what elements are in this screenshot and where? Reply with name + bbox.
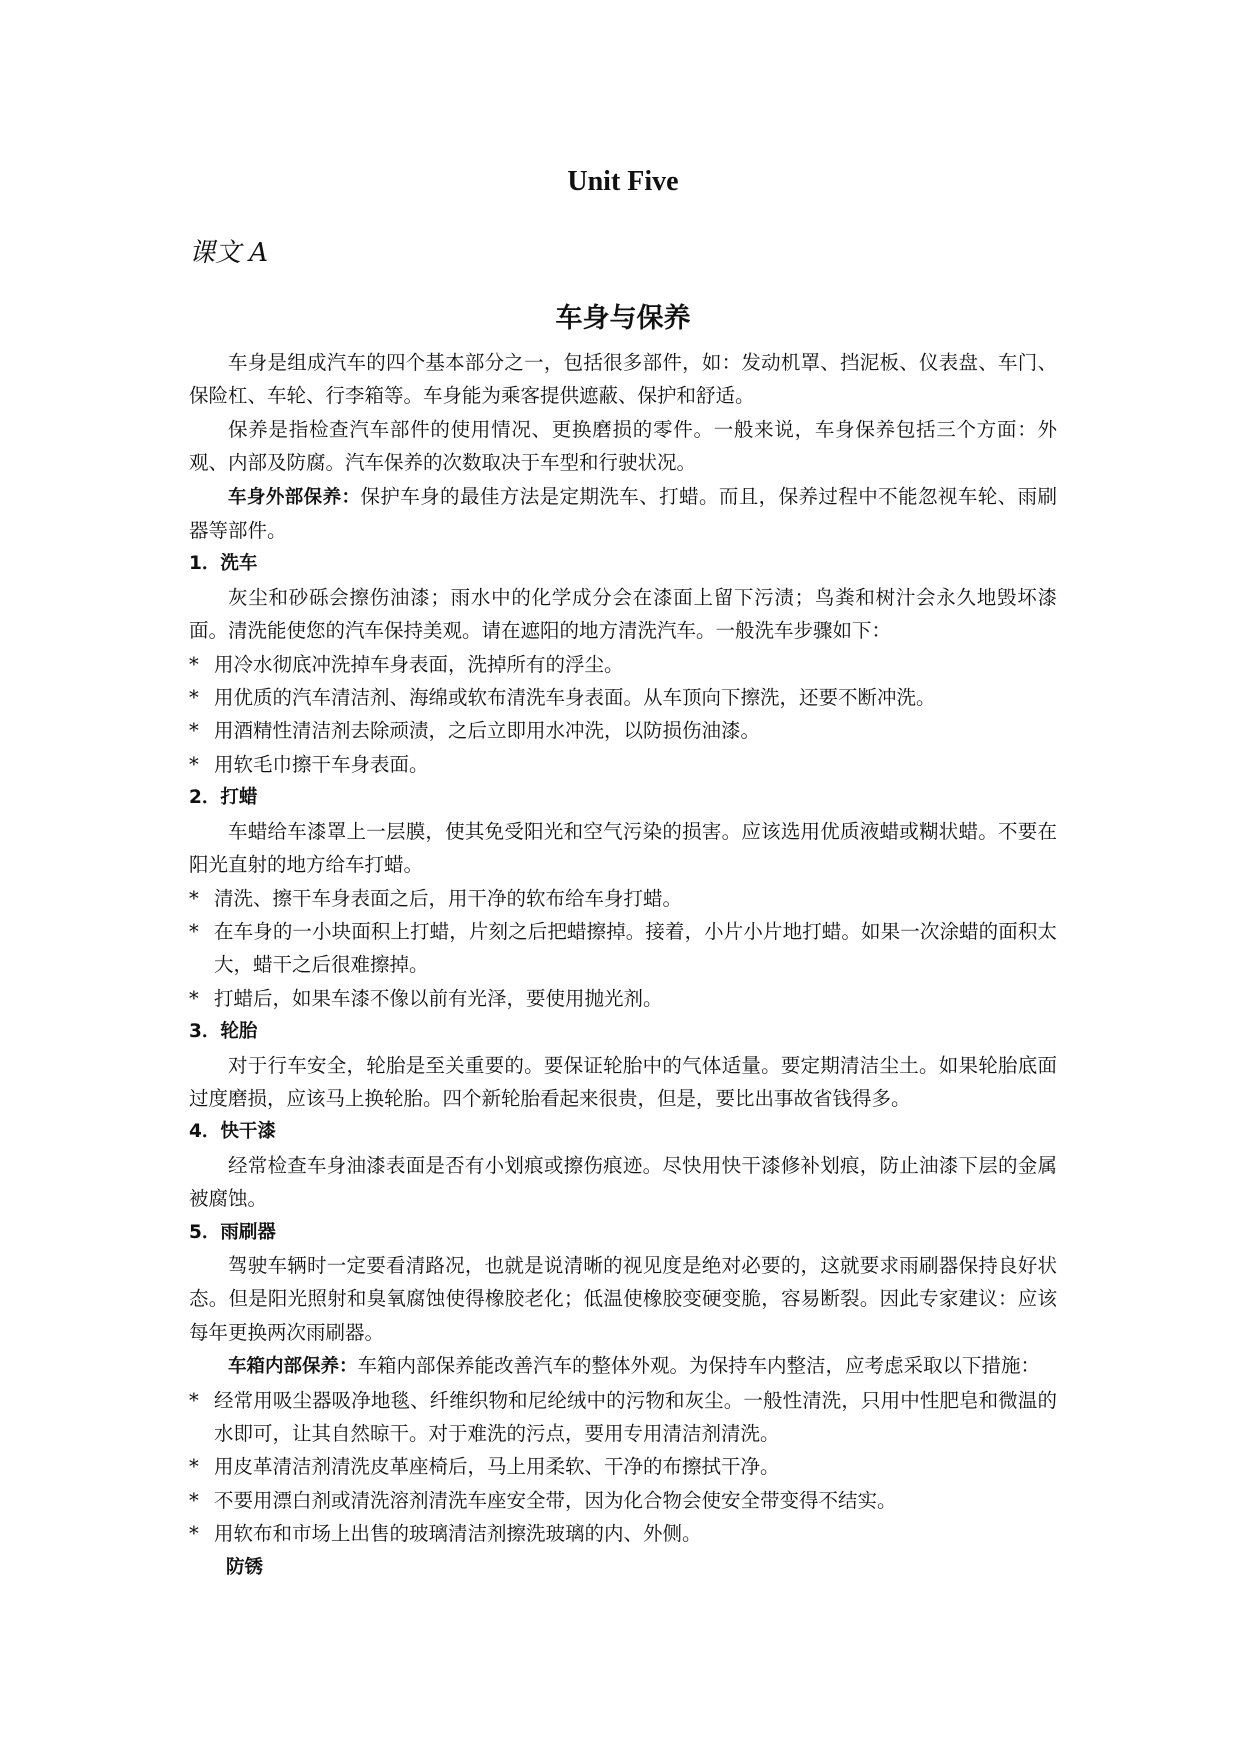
bullet-star: * <box>189 652 199 676</box>
intro-paragraph: 保养是指检查汽车部件的使用情况、更换磨损的零件。一般来说，车身保养包括三个方面：外观、内部及防腐。汽车保养的次数取决于车型和行驶状况。 <box>189 417 1057 475</box>
list-item: * 用冷水彻底冲洗掉车身表面，洗掉所有的浮尘。 <box>189 648 1057 681</box>
list-item: * 清洗、擦干车身表面之后，用干净的软布给车身打蜡。 <box>189 882 1057 915</box>
bullet-star: * <box>189 986 199 1010</box>
list-item: * 用软布和市场上出售的玻璃清洁剂擦洗玻璃的内、外侧。 <box>189 1517 1057 1550</box>
list-item: * 经常用吸尘器吸净地毯、纤维织物和尼纶绒中的污物和灰尘。一般性清洗，只用中性肥皂和微温的水即可，让其自然晾干。对于难洗的污点，要用专用清洁剂清洗。 <box>189 1384 1057 1451</box>
list-item: * 用软毛巾擦干车身表面。 <box>189 748 1057 781</box>
lesson-label: 课文 A <box>189 238 269 268</box>
section-text-wash: 灰尘和砂砾会擦伤油漆；雨水中的化学成分会在漆面上留下污渍；鸟粪和树汁会永久地毁坏漆面。清洗能使您的汽车保持美观。请在遮阳的地方清洗汽车。一般洗车步骤如下： <box>189 585 1057 643</box>
exterior-care-paragraph <box>189 480 1057 548</box>
interior-steps-list <box>189 1384 1057 1551</box>
list-item: * 用酒精性清洁剂去除顽渍，之后立即用水冲洗，以防损伤油漆。 <box>189 714 1057 747</box>
section-text-paint: 经常检查车身油漆表面是否有小划痕或擦伤痕迹。尽快用快干漆修补划痕，防止油漆下层的金属被腐蚀。 <box>189 1153 1057 1211</box>
wash-steps-list <box>189 648 1057 782</box>
rust-heading: 防锈 <box>226 1556 264 1578</box>
interior-care-paragraph <box>189 1349 1057 1383</box>
list-item: * 不要用漂白剂或清洗溶剂清洗车座安全带，因为化合物会使安全带变得不结实。 <box>189 1484 1057 1517</box>
section-text-tires: 对于行车安全，轮胎是至关重要的。要保证轮胎中的气体适量。要定期清洁尘土。如果轮胎底面过度磨损，应该马上换轮胎。四个新轮胎看起来很贵，但是，要比出事故省钱得多。 <box>189 1053 1057 1110</box>
bullet-star: * <box>189 686 199 710</box>
section-text-wipers: 驾驶车辆时一定要看清路况，也就是说清晰的视见度是绝对必要的，这就要求雨刷器保持良好状态。但是阳光照射和臭氧腐蚀使得橡胶老化；低温使橡胶变硬变脆，容易断裂。因此专家建议：应该每年更换两次雨刷器。 <box>189 1253 1057 1344</box>
list-item: * 打蜡后，如果车漆不像以前有光泽，要使用抛光剂。 <box>189 982 1057 1015</box>
bullet-star: * <box>189 1455 199 1479</box>
interior-care-label: 车箱内部保养： <box>228 1356 358 1378</box>
interior-care-text: 车箱内部保养能改善汽车的整体外观。为保持车内整洁，应考虑采取以下措施： <box>357 1354 1041 1378</box>
article-body <box>189 346 1057 1584</box>
bullet-star: * <box>189 719 199 743</box>
bullet-star: * <box>189 1488 199 1512</box>
section-heading-tires: 3．轮胎 <box>189 1021 258 1043</box>
bullet-star: * <box>189 919 199 943</box>
unit-title: Unit Five <box>567 166 679 197</box>
wax-steps-list <box>189 882 1057 1016</box>
section-heading-wax: 2．打蜡 <box>189 787 258 809</box>
list-item: * 在车身的一小块面积上打蜡，片刻之后把蜡擦掉。接着，小片小片地打蜡。如果一次涂蜡的面积太大，蜡干之后很难擦掉。 <box>189 915 1057 982</box>
section-text-wax: 车蜡给车漆罩上一层膜，使其免受阳光和空气污染的损害。应该选用优质液蜡或糊状蜡。不要在阳光直射的地方给车打蜡。 <box>189 819 1057 877</box>
exterior-care-label: 车身外部保养： <box>228 486 361 508</box>
section-heading-paint: 4．快干漆 <box>189 1121 276 1143</box>
intro-paragraph: 车身是组成汽车的四个基本部分之一，包括很多部件，如：发动机罩、挡泥板、仪表盘、车门、保险杠、车轮、行李箱等。车身能为乘客提供遮蔽、保护和舒适。 <box>189 351 1057 408</box>
bullet-star: * <box>189 1522 199 1546</box>
list-item: * 用皮革清洁剂清洗皮革座椅后，马上用柔软、干净的布擦拭干净。 <box>189 1450 1057 1483</box>
bullet-star: * <box>189 886 199 910</box>
article-title: 车身与保养 <box>555 303 691 334</box>
bullet-star: * <box>189 1388 199 1412</box>
list-item: * 用优质的汽车清洁剂、海绵或软布清洗车身表面。从车顶向下擦洗，还要不断冲洗。 <box>189 681 1057 714</box>
exterior-care-text: 保护车身的最佳方法是定期洗车、打蜡。而且，保养过程中不能忽视车轮、雨刷器等部件。 <box>189 484 1057 543</box>
section-heading-wipers: 5．雨刷器 <box>189 1221 276 1243</box>
bullet-star: * <box>189 752 199 776</box>
section-heading-wash: 1．洗车 <box>189 553 258 575</box>
